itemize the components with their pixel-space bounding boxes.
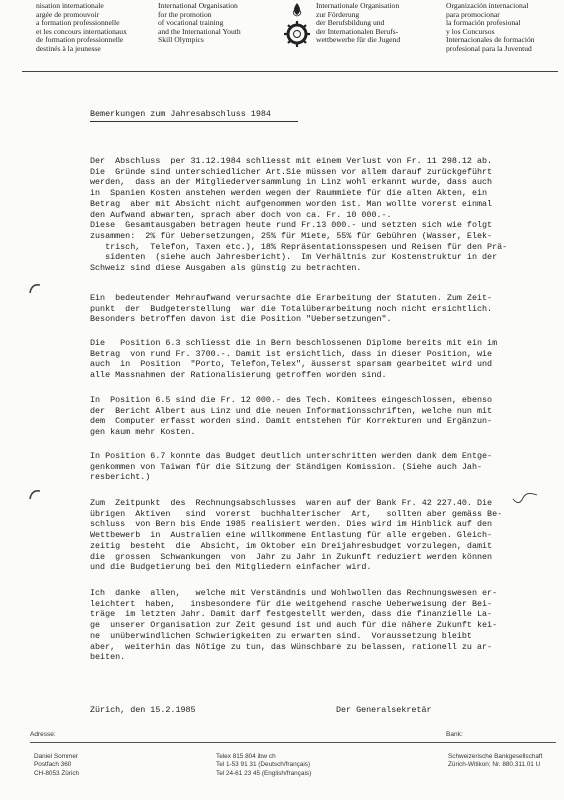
text-line: gen kaum mehr Kosten.: [90, 427, 196, 438]
text-line: zeitig besteht die Absicht, im Oktober ein Dreijahresbudget vorzulegen, damit: [90, 540, 493, 551]
footer-line: Daniel Sommer: [34, 753, 79, 760]
text-line: übrigen Aktiven sind vorerst buchhalterischer Art, sollten aber gemäss Be-: [90, 508, 503, 519]
organisation-logo-icon: [282, 0, 312, 56]
header-divider: [22, 71, 558, 72]
text-line: Schweiz sind diese Ausgaben als günstig zu betrachten.: [90, 263, 362, 274]
header-line: la formación profesional: [446, 18, 521, 28]
text-line: der Bericht Albert aus Linz und die neuen Informationsschriften, welche nun mit: [90, 405, 493, 416]
footer-contact: [216, 753, 311, 778]
paragraph-4: [90, 395, 552, 438]
header-line: Organización internacional: [446, 1, 529, 10]
header-line: nisation internationale: [36, 1, 104, 10]
text-line: zusammen: 2% für Uebersetzungen, 25% für Miete, 55% für Gebühren (Wasser, Elek-: [90, 230, 493, 241]
text-line: punkt der Budgeterstellung war die Totalüberarbeitung noch nicht ersichtlich.: [90, 303, 493, 314]
text-line: Diese Gesamtausgaben betragen heute rund Fr.13 000.- und setzten sich wie folgt: [90, 220, 493, 231]
text-line: dem Computer erfasst worden sind. Damit entstehen für Korrekturen und Ergänzun-: [90, 416, 493, 427]
bank-label: Bank:: [446, 731, 463, 738]
text-line: werden, dass an der Mitgliederversammlung in Linz wohl erkannt wurde, dass auch: [90, 177, 493, 188]
text-line: in Spanien Kosten anstehen werden wegen der Raummiete für die alten Akten, ein: [90, 188, 488, 199]
header-line: argée de promouvoir: [36, 9, 100, 19]
header-line: der Internationalen Berufs-: [316, 26, 399, 36]
document-title: Bemerkungen zum Jahresabschluss 1984: [90, 109, 271, 119]
pen-checkmark-icon: [511, 490, 539, 506]
header-line: Internationale Organisation: [316, 1, 400, 10]
text-line: Die Position 6.3 schliesst die in Bern beschlossenen Diplome bereits mit ein im: [90, 338, 498, 348]
text-line: und die Budgetierung bei den Mitgliedern einfacher wird.: [90, 562, 372, 573]
text-line: träge im letzten Jahr. Damit darf festgestellt werden, dass die finanzielle La-: [90, 609, 493, 620]
text-line: alle Massnahmen der Rationalisierung getroffen worden sind.: [90, 370, 387, 381]
text-line: leichtert haben, insbesondere für die weitgehend rasche Ueberweisung der Bei-: [90, 598, 493, 609]
header-line: profesional para la Juventud: [446, 43, 532, 53]
text-line: trisch, Telefon, Taxen etc.), 18% Repräsentationsspesen und Reisen für den Prä-: [90, 241, 508, 252]
text-line: den Aufwand abwarten, sprach aber doch von ca. Fr. 10 000.-.: [90, 209, 392, 220]
header-line: y los Concursos: [446, 26, 495, 36]
header-line: and the International Youth: [158, 26, 241, 36]
text-line: Betrag von rund Fr. 3700.-. Damit ist ersichtlich, dass in dieser Position, wie: [90, 348, 493, 359]
text-line: Ich danke allen, welche mit Verständnis und Wohlwollen das Rechnungswesen er-: [90, 588, 498, 598]
paragraph-5: [90, 451, 552, 483]
text-line: Der Abschluss per 31.12.1984 schliesst mit einem Verlust von Fr. 11 298.12 ab.: [90, 156, 493, 166]
text-line: Ein bedeutender Mehraufwand verursachte die Erarbeitung der Statuten. Zum Zeit-: [90, 293, 493, 303]
paragraph-6: [90, 498, 552, 573]
text-line: resbericht.): [90, 472, 151, 483]
text-line: genkommen von Taiwan für die Sitzung der Ständigen Komission. (Siehe auch Jah-: [90, 461, 483, 472]
punch-hole-mark-icon: [28, 282, 42, 294]
text-line: ge unserer Organisation zur Zeit gesund ist und auch für die nähere Zukunft kei-: [90, 620, 498, 631]
header-french: [36, 2, 127, 54]
text-line: schluss von Bern bis Ende 1985 realisiert werden. Dies wird im Hinblick auf den: [90, 519, 493, 530]
text-line: beiten.: [90, 652, 126, 663]
header-line: et les concours internationaux: [36, 26, 127, 36]
header-german: [316, 2, 400, 45]
footer-line: CH-8053 Zürich: [34, 769, 80, 777]
header-line: Skill Olympics: [158, 35, 204, 45]
paragraph-3: [90, 338, 552, 381]
text-line: In Position 6.5 sind die Fr. 12 000.- des Tech. Komitees eingeschlossen, ebenso: [90, 395, 493, 405]
text-line: sidenten (siehe auch Jahresbericht). Im Verhältnis zur Kostenstruktur in der: [90, 252, 498, 263]
header-line: der Berufsbildung und: [316, 18, 385, 28]
header-line: Internacionales de formación: [446, 35, 535, 45]
header-line: wettbewerbe für die Jugend: [316, 35, 401, 45]
text-line: Besonders betroffen davon ist die Position "Uebersetzungen".: [90, 314, 392, 325]
punch-hole-mark-icon: [28, 488, 42, 500]
header-spanish: [446, 2, 535, 54]
footer-line: Zürich-Witikon: Nr. 880.311.01 U: [448, 761, 541, 769]
footer-address: [34, 753, 79, 778]
text-line: Zum Zeitpunkt des Rechnungsabschlusses waren auf der Bank Fr. 42 227.40. Die: [90, 498, 493, 508]
text-line: Betrag aber mit Absicht nicht aufgenommen worden ist. Man wollte vorerst einmal: [90, 198, 493, 209]
text-line: Die Gründe sind unterschiedlicher Art.Sie müssen vor allem darauf zurückgeführt: [90, 166, 493, 177]
footer-line: Telex 815 804 ibw ch: [216, 753, 276, 760]
footer-line: Tel 24-61 23 45 (English/français): [216, 769, 312, 777]
address-label: Adresse:: [30, 731, 56, 738]
paragraph-2: [90, 293, 552, 325]
header-line: zur Förderung: [316, 9, 360, 19]
paragraph-7: [90, 588, 552, 663]
text-line: aber, weiterhin das Nötige zu tun, das Wünschbare zu belassen, rationell zu ar-: [90, 641, 493, 652]
footer-line: Tel 1-53 91 31 (Deutsch/français): [216, 761, 311, 769]
header-line: a formation professionnelle: [36, 18, 120, 28]
title-underline: [90, 121, 298, 122]
header-line: para promocionar: [446, 9, 500, 19]
place-date: Zürich, den 15.2.1985: [90, 705, 196, 715]
header-line: de formation professionnelle: [36, 35, 124, 45]
header-line: of vocational training: [158, 18, 224, 28]
text-line: die grossen Schwankungen von Jahr zu Jahr in Zukunft reduziert werden können: [90, 551, 493, 562]
signer-title: Der Generalsekretär: [336, 705, 432, 715]
footer-bank: [448, 753, 543, 770]
text-line: Wettbewerb in Australien eine willkommene Entlastung für alle ergeben. Gleich-: [90, 530, 493, 541]
header-line: destinés à la jeunesse: [36, 43, 101, 53]
text-line: In Position 6.7 konnte das Budget deutlich unterschritten werden dank dem Entge-: [90, 451, 493, 461]
footer-line: Schweizerische Bankgesellschaft: [448, 753, 543, 760]
footer-line: Postfach 360: [34, 761, 72, 769]
header-english: [158, 2, 241, 45]
footer-divider: [30, 742, 556, 743]
header-line: for the promotion: [158, 9, 212, 19]
text-line: ne unüberwindlichen Schwierigkeiten zu erwarten sind. Voraussetzung bleibt: [90, 630, 472, 641]
paragraph-1: [90, 156, 552, 274]
text-line: auch in Position "Porto, Telefon,Telex", äusserst sparsam gearbeitet wird und: [90, 359, 493, 370]
header-line: International Organisation: [158, 1, 238, 10]
